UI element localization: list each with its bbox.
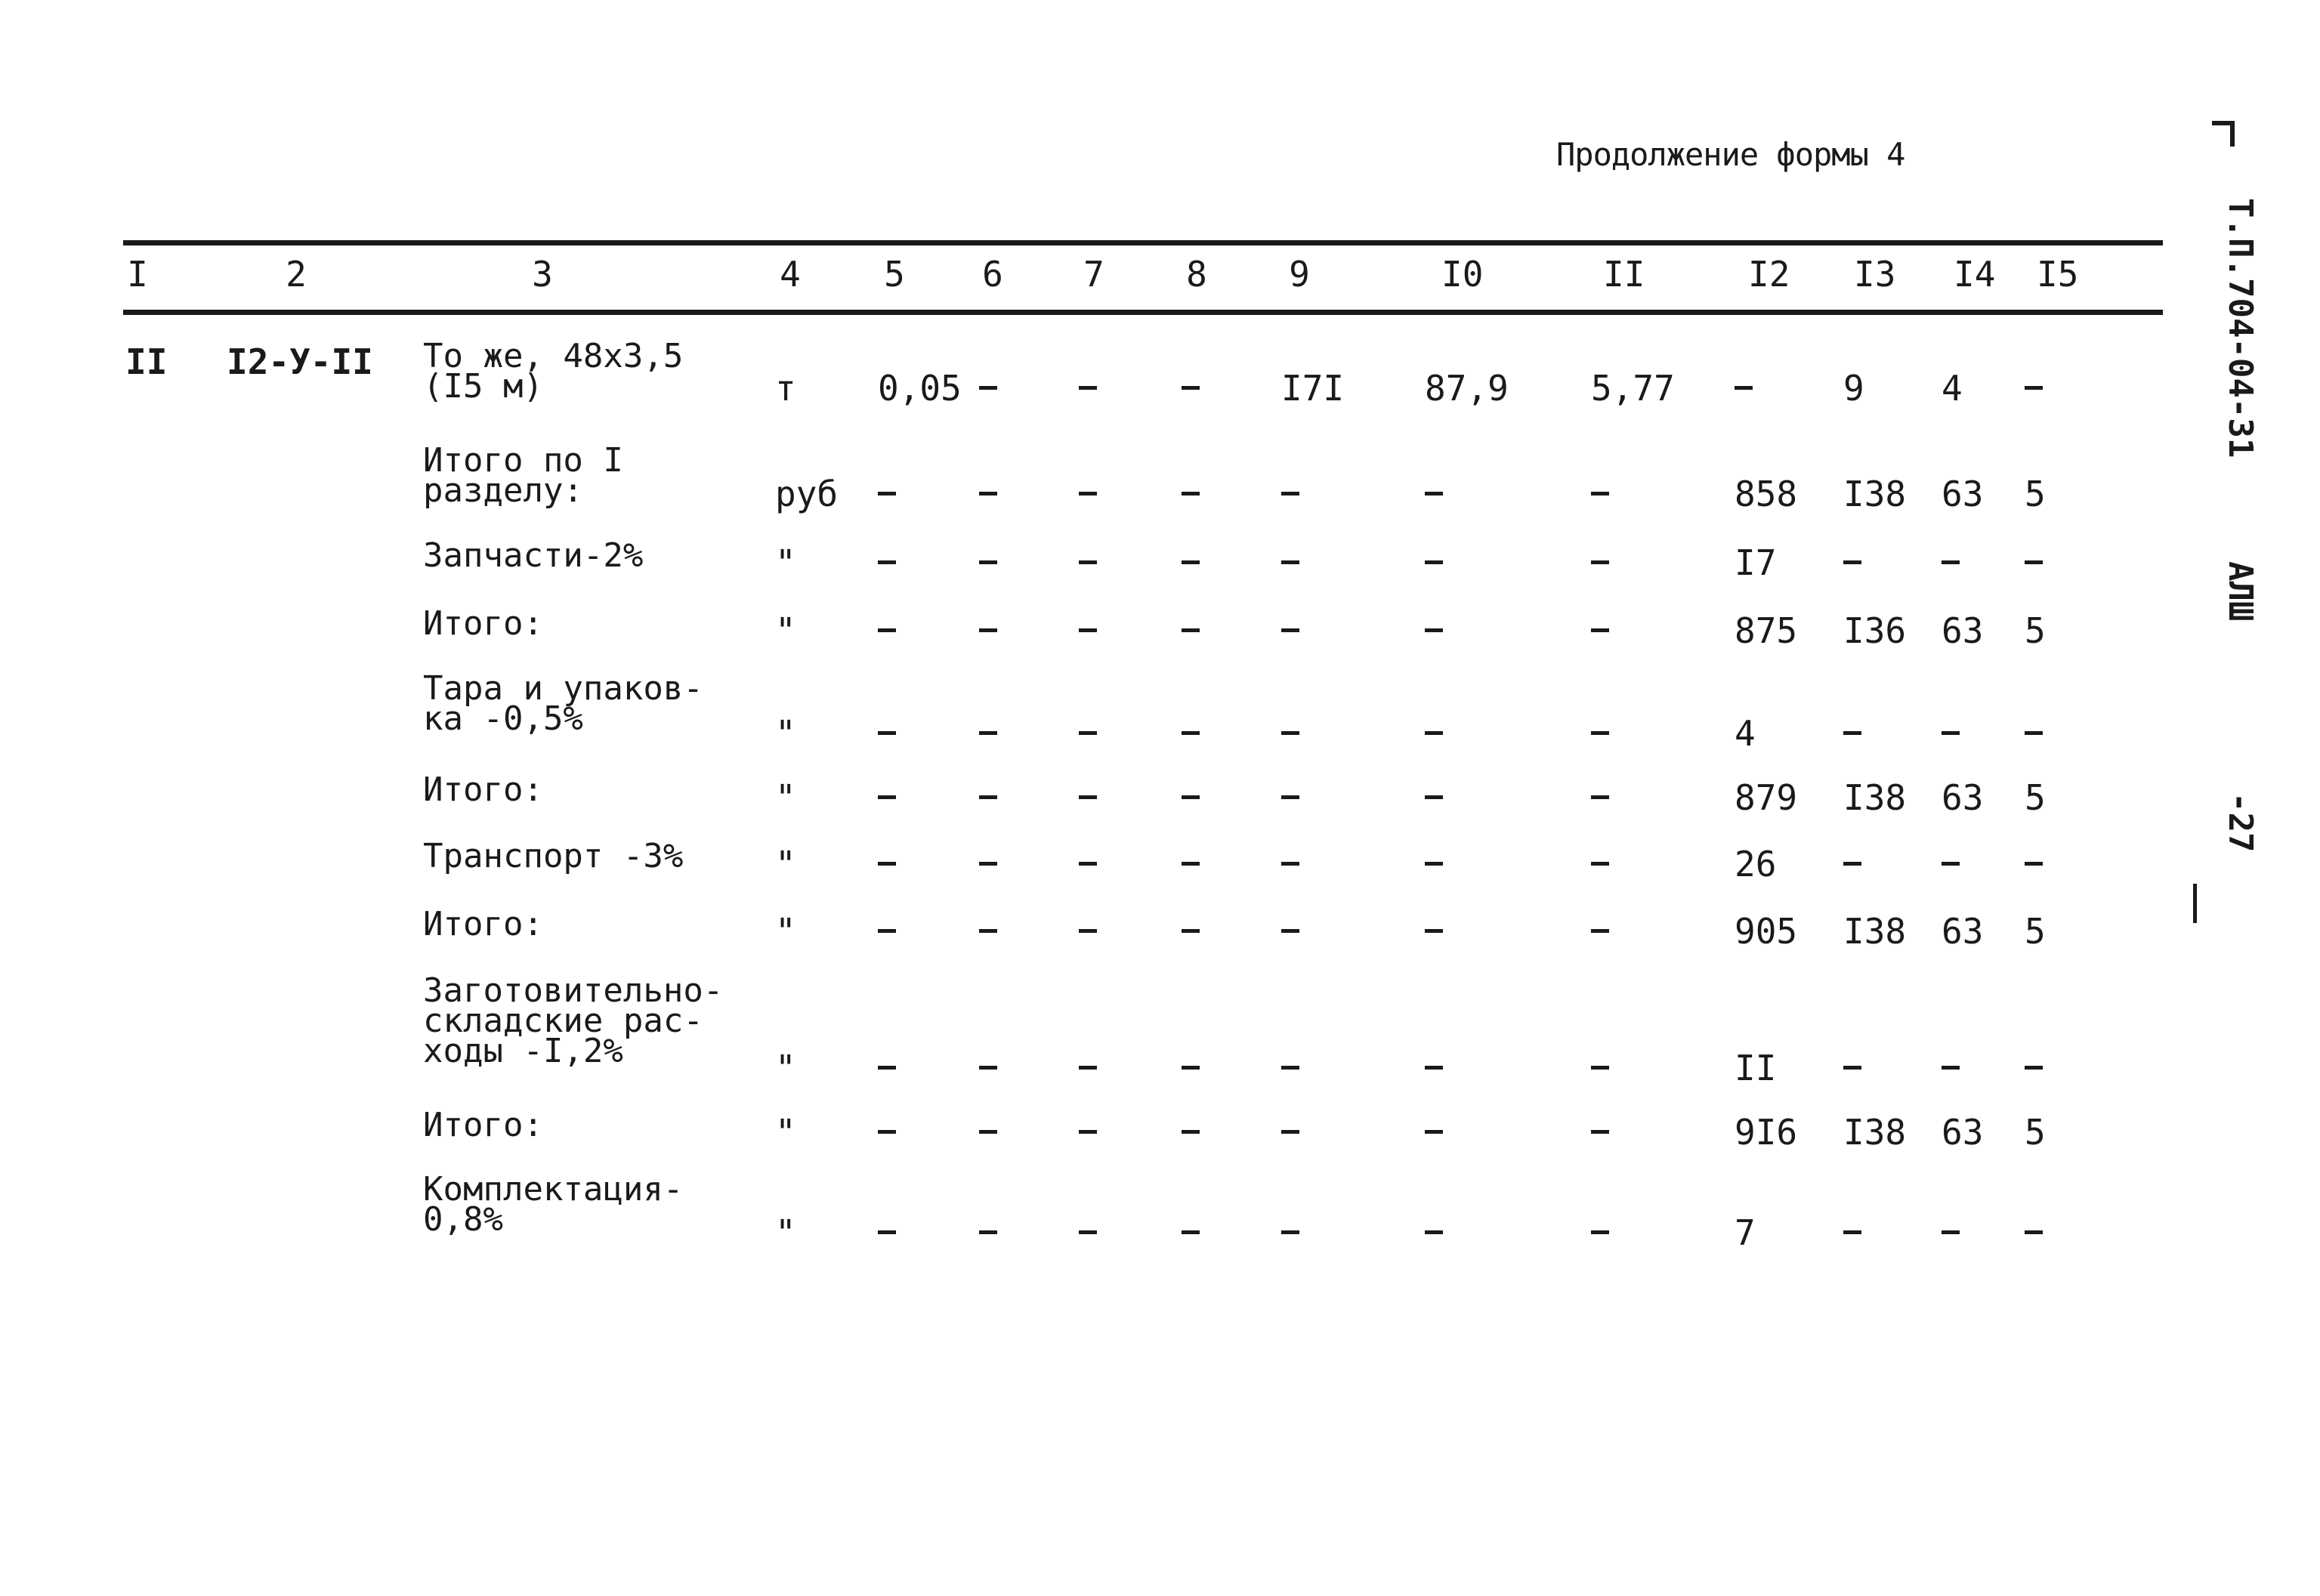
table-top-rule [123, 240, 2163, 245]
cell-c14: 63 [1942, 610, 1984, 651]
empty-dash-c10 [1425, 560, 1443, 564]
empty-dash-c9 [1281, 1066, 1299, 1070]
empty-dash-c11 [1591, 731, 1609, 735]
empty-dash-c11 [1591, 929, 1609, 933]
empty-dash-c13 [1843, 1230, 1861, 1234]
cell-c4: " [775, 610, 796, 651]
empty-dash-c11 [1591, 1230, 1609, 1234]
empty-dash-c9 [1281, 795, 1299, 799]
empty-dash-c8 [1182, 929, 1200, 933]
cell-c12: 858 [1735, 474, 1798, 514]
empty-dash-c7 [1079, 628, 1097, 632]
empty-dash-c6 [979, 386, 997, 390]
cell-c14: 63 [1942, 474, 1984, 514]
empty-dash-c9 [1281, 1230, 1299, 1234]
continuation-heading: Продолжение формы 4 [1556, 136, 1905, 173]
empty-dash-c15 [2025, 731, 2043, 735]
cell-c12: 879 [1735, 777, 1798, 818]
row-number: II [125, 341, 168, 382]
empty-dash-c15 [2025, 1230, 2043, 1234]
column-header-9: 9 [1289, 254, 1310, 295]
empty-dash-c12 [1735, 386, 1753, 390]
cell-c12: 875 [1735, 610, 1798, 651]
row-description: Комплектация- 0,8% [423, 1170, 684, 1239]
side-stamp [2221, 198, 2260, 852]
cell-c4: руб [775, 474, 839, 514]
column-header-11: II [1603, 254, 1645, 295]
empty-dash-c5 [878, 1066, 896, 1070]
cell-c4: " [775, 1112, 796, 1153]
row-description: Итого: [423, 604, 543, 643]
cell-c15: 5 [2025, 777, 2046, 818]
empty-dash-c9 [1281, 1130, 1299, 1134]
cell-c14: 63 [1942, 1112, 1984, 1153]
row-code: I2-У-II [227, 341, 373, 382]
column-header-1: I [127, 254, 148, 295]
empty-dash-c8 [1182, 1130, 1200, 1134]
cell-c15: 5 [2025, 610, 2046, 651]
empty-dash-c8 [1182, 386, 1200, 390]
cell-c15: 5 [2025, 474, 2046, 514]
cell-c4: " [775, 1212, 796, 1253]
empty-dash-c13 [1843, 560, 1861, 564]
cell-c12: 26 [1735, 844, 1777, 884]
row-description: Тара и упаков- ка -0,5% [423, 669, 703, 738]
side-mark [2193, 884, 2197, 923]
empty-dash-c6 [979, 1230, 997, 1234]
empty-dash-c5 [878, 560, 896, 564]
empty-dash-c8 [1182, 560, 1200, 564]
row-description: Итого по I разделу: [423, 441, 623, 510]
empty-dash-c11 [1591, 1130, 1609, 1134]
empty-dash-c6 [979, 492, 997, 495]
empty-dash-c15 [2025, 560, 2043, 564]
empty-dash-c7 [1079, 795, 1097, 799]
row-description: Итого: [423, 905, 543, 943]
row-description: Транспорт -3% [423, 837, 684, 875]
cell-c12: 4 [1735, 713, 1756, 754]
empty-dash-c5 [878, 795, 896, 799]
cell-c11: 5,77 [1591, 368, 1675, 409]
column-header-10: I0 [1441, 254, 1484, 295]
cell-c14: 4 [1942, 368, 1963, 409]
cell-c12: I7 [1735, 542, 1777, 583]
column-header-2: 2 [286, 254, 307, 295]
empty-dash-c9 [1281, 862, 1299, 866]
cell-c12: 9I6 [1735, 1112, 1798, 1153]
empty-dash-c8 [1182, 1066, 1200, 1070]
empty-dash-c11 [1591, 628, 1609, 632]
empty-dash-c8 [1182, 1230, 1200, 1234]
empty-dash-c15 [2025, 386, 2043, 390]
cell-c14: 63 [1942, 777, 1984, 818]
corner-mark [2212, 121, 2235, 147]
column-header-12: I2 [1748, 254, 1790, 295]
side-page-number: -27 [2221, 792, 2260, 853]
empty-dash-c15 [2025, 862, 2043, 866]
cell-c10: 87,9 [1425, 368, 1509, 409]
table-header-rule [123, 310, 2163, 315]
empty-dash-c14 [1942, 1066, 1960, 1070]
empty-dash-c7 [1079, 492, 1097, 495]
empty-dash-c9 [1281, 929, 1299, 933]
empty-dash-c8 [1182, 731, 1200, 735]
empty-dash-c14 [1942, 862, 1960, 866]
empty-dash-c5 [878, 628, 896, 632]
cell-c13: I38 [1843, 474, 1907, 514]
column-header-7: 7 [1083, 254, 1104, 295]
cell-c13: I38 [1843, 1112, 1907, 1153]
empty-dash-c6 [979, 1066, 997, 1070]
cell-c5: 0,05 [878, 368, 962, 409]
cell-c13: I38 [1843, 777, 1907, 818]
side-album-code: АЛШ [2221, 560, 2260, 622]
empty-dash-c14 [1942, 731, 1960, 735]
empty-dash-c6 [979, 628, 997, 632]
empty-dash-c9 [1281, 560, 1299, 564]
empty-dash-c10 [1425, 862, 1443, 866]
empty-dash-c10 [1425, 492, 1443, 495]
cell-c13: 9 [1843, 368, 1864, 409]
cell-c12: II [1735, 1048, 1777, 1088]
cell-c13: I38 [1843, 911, 1907, 952]
empty-dash-c5 [878, 1230, 896, 1234]
row-description: Итого: [423, 770, 543, 809]
empty-dash-c10 [1425, 731, 1443, 735]
empty-dash-c6 [979, 862, 997, 866]
cell-c4: " [775, 777, 796, 818]
side-project-code: Т.П.704-04-31 [2221, 198, 2260, 458]
empty-dash-c7 [1079, 731, 1097, 735]
empty-dash-c7 [1079, 386, 1097, 390]
empty-dash-c10 [1425, 628, 1443, 632]
empty-dash-c11 [1591, 795, 1609, 799]
empty-dash-c8 [1182, 862, 1200, 866]
row-description: Запчасти-2% [423, 536, 644, 575]
empty-dash-c9 [1281, 492, 1299, 495]
row-description: Заготовительно- складские рас- ходы -I,2% [423, 971, 724, 1070]
cell-c12: 7 [1735, 1212, 1756, 1253]
empty-dash-c5 [878, 1130, 896, 1134]
empty-dash-c13 [1843, 1066, 1861, 1070]
cell-c4: " [775, 1048, 796, 1088]
empty-dash-c5 [878, 731, 896, 735]
empty-dash-c5 [878, 492, 896, 495]
empty-dash-c8 [1182, 795, 1200, 799]
row-description: То же, 48х3,5 (I5 м) [423, 337, 684, 406]
row-description: Итого: [423, 1106, 543, 1144]
empty-dash-c6 [979, 795, 997, 799]
empty-dash-c13 [1843, 862, 1861, 866]
empty-dash-c9 [1281, 628, 1299, 632]
empty-dash-c7 [1079, 1130, 1097, 1134]
cell-c4: " [775, 911, 796, 952]
empty-dash-c7 [1079, 1066, 1097, 1070]
cell-c13: I36 [1843, 610, 1907, 651]
cell-c14: 63 [1942, 911, 1984, 952]
cell-c4: " [775, 844, 796, 884]
empty-dash-c10 [1425, 795, 1443, 799]
column-header-15: I5 [2037, 254, 2079, 295]
empty-dash-c11 [1591, 492, 1609, 495]
empty-dash-c9 [1281, 731, 1299, 735]
empty-dash-c6 [979, 1130, 997, 1134]
empty-dash-c7 [1079, 862, 1097, 866]
column-header-14: I4 [1954, 254, 1996, 295]
empty-dash-c6 [979, 560, 997, 564]
empty-dash-c14 [1942, 1230, 1960, 1234]
column-header-4: 4 [780, 254, 801, 295]
empty-dash-c10 [1425, 1230, 1443, 1234]
empty-dash-c11 [1591, 560, 1609, 564]
empty-dash-c7 [1079, 1230, 1097, 1234]
empty-dash-c13 [1843, 731, 1861, 735]
cell-c4: " [775, 713, 796, 754]
empty-dash-c14 [1942, 560, 1960, 564]
empty-dash-c6 [979, 929, 997, 933]
cell-c9: I7I [1281, 368, 1345, 409]
column-header-13: I3 [1854, 254, 1896, 295]
column-header-5: 5 [884, 254, 905, 295]
empty-dash-c10 [1425, 1130, 1443, 1134]
cell-c12: 905 [1735, 911, 1798, 952]
empty-dash-c10 [1425, 1066, 1443, 1070]
empty-dash-c11 [1591, 862, 1609, 866]
empty-dash-c7 [1079, 929, 1097, 933]
empty-dash-c15 [2025, 1066, 2043, 1070]
column-header-6: 6 [982, 254, 1003, 295]
cell-c15: 5 [2025, 911, 2046, 952]
empty-dash-c8 [1182, 492, 1200, 495]
empty-dash-c10 [1425, 929, 1443, 933]
empty-dash-c5 [878, 862, 896, 866]
cell-c4: т [775, 368, 796, 409]
column-header-8: 8 [1186, 254, 1207, 295]
cell-c15: 5 [2025, 1112, 2046, 1153]
empty-dash-c7 [1079, 560, 1097, 564]
empty-dash-c8 [1182, 628, 1200, 632]
column-header-3: 3 [532, 254, 553, 295]
empty-dash-c11 [1591, 1066, 1609, 1070]
cell-c4: " [775, 542, 796, 583]
empty-dash-c5 [878, 929, 896, 933]
empty-dash-c6 [979, 731, 997, 735]
